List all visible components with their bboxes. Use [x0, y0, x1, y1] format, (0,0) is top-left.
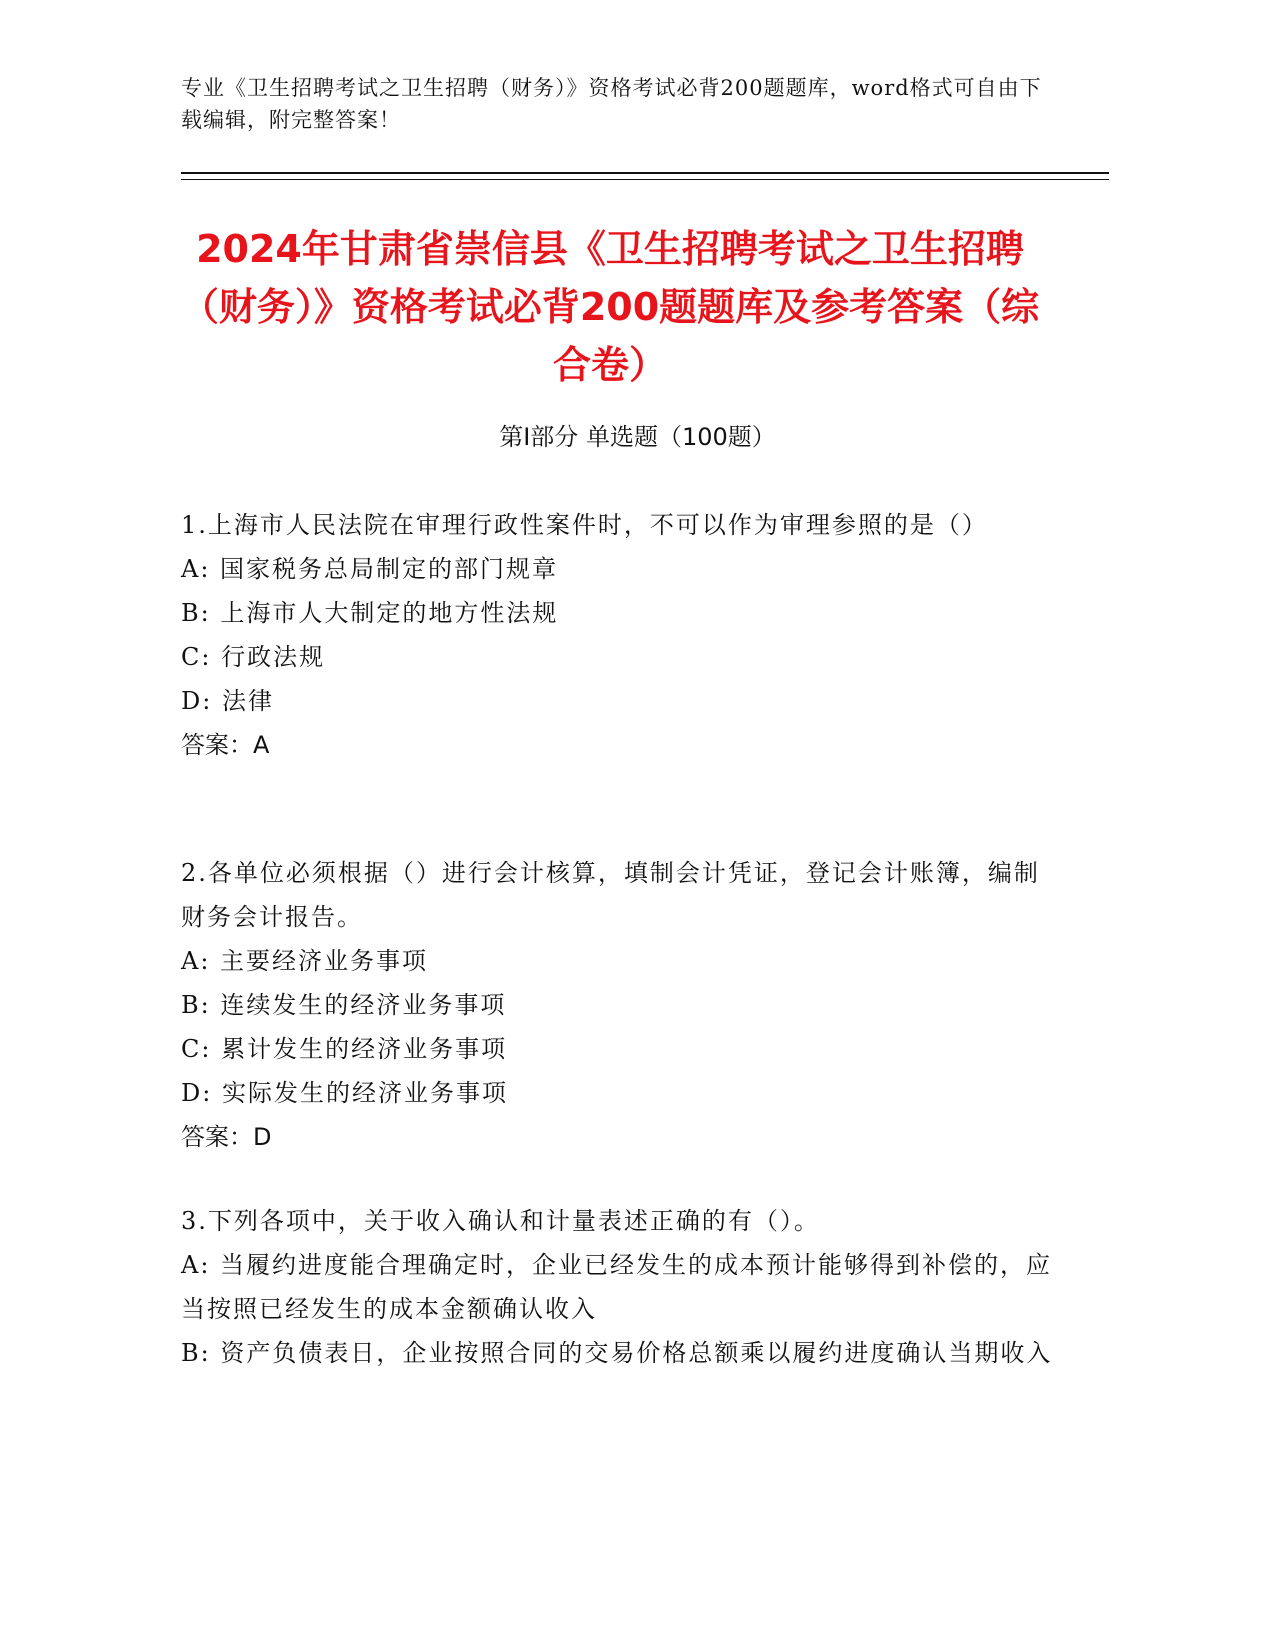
section-heading: 第I部分 单选题（100题） — [499, 423, 776, 451]
question-block — [181, 503, 1061, 767]
header-note: 专业《卫生招聘考试之卫生招聘（财务）》资格考试必背200题题库，word格式可自由下载编辑，附完整答案！ — [181, 76, 1042, 132]
option-c: C: 累计发生的经济业务事项 — [181, 1035, 508, 1063]
answer-line: 答案：A — [181, 731, 270, 759]
option-d: D: 法律 — [181, 687, 274, 715]
question-text: 1.上海市人民法院在审理行政性案件时，不可以作为审理参照的是（） — [181, 511, 988, 539]
header-rule-thick — [181, 172, 1109, 174]
option-b: B: 资产负债表日，企业按照合同的交易价格总额乘以履约进度确认当期收入 — [181, 1339, 1053, 1367]
question-text: 3.下列各项中，关于收入确认和计量表述正确的有（）。 — [181, 1207, 820, 1235]
question-block — [181, 1199, 1061, 1375]
option-b: B: 连续发生的经济业务事项 — [181, 991, 507, 1019]
option-a: A: 国家税务总局制定的部门规章 — [181, 555, 559, 583]
question-block — [181, 851, 1061, 1159]
option-a: A: 当履约进度能合理确定时，企业已经发生的成本预计能够得到补偿的，应当按照已经发生的成本金额确认收入 — [181, 1251, 1053, 1323]
question-text: 2.各单位必须根据（）进行会计核算，填制会计凭证，登记会计账簿，编制财务会计报告。 — [181, 859, 1040, 931]
option-d: D: 实际发生的经济业务事项 — [181, 1079, 508, 1107]
option-c: C: 行政法规 — [181, 643, 326, 671]
option-b: B: 上海市人大制定的地方性法规 — [181, 599, 559, 627]
answer-line: 答案：D — [181, 1123, 272, 1151]
header-rule-thin — [181, 179, 1109, 180]
document-title: 2024年甘肃省崇信县《卫生招聘考试之卫生招聘（财务）》资格考试必背200题题库及参考答案（综合卷） — [180, 227, 1040, 387]
option-a: A: 主要经济业务事项 — [181, 947, 429, 975]
